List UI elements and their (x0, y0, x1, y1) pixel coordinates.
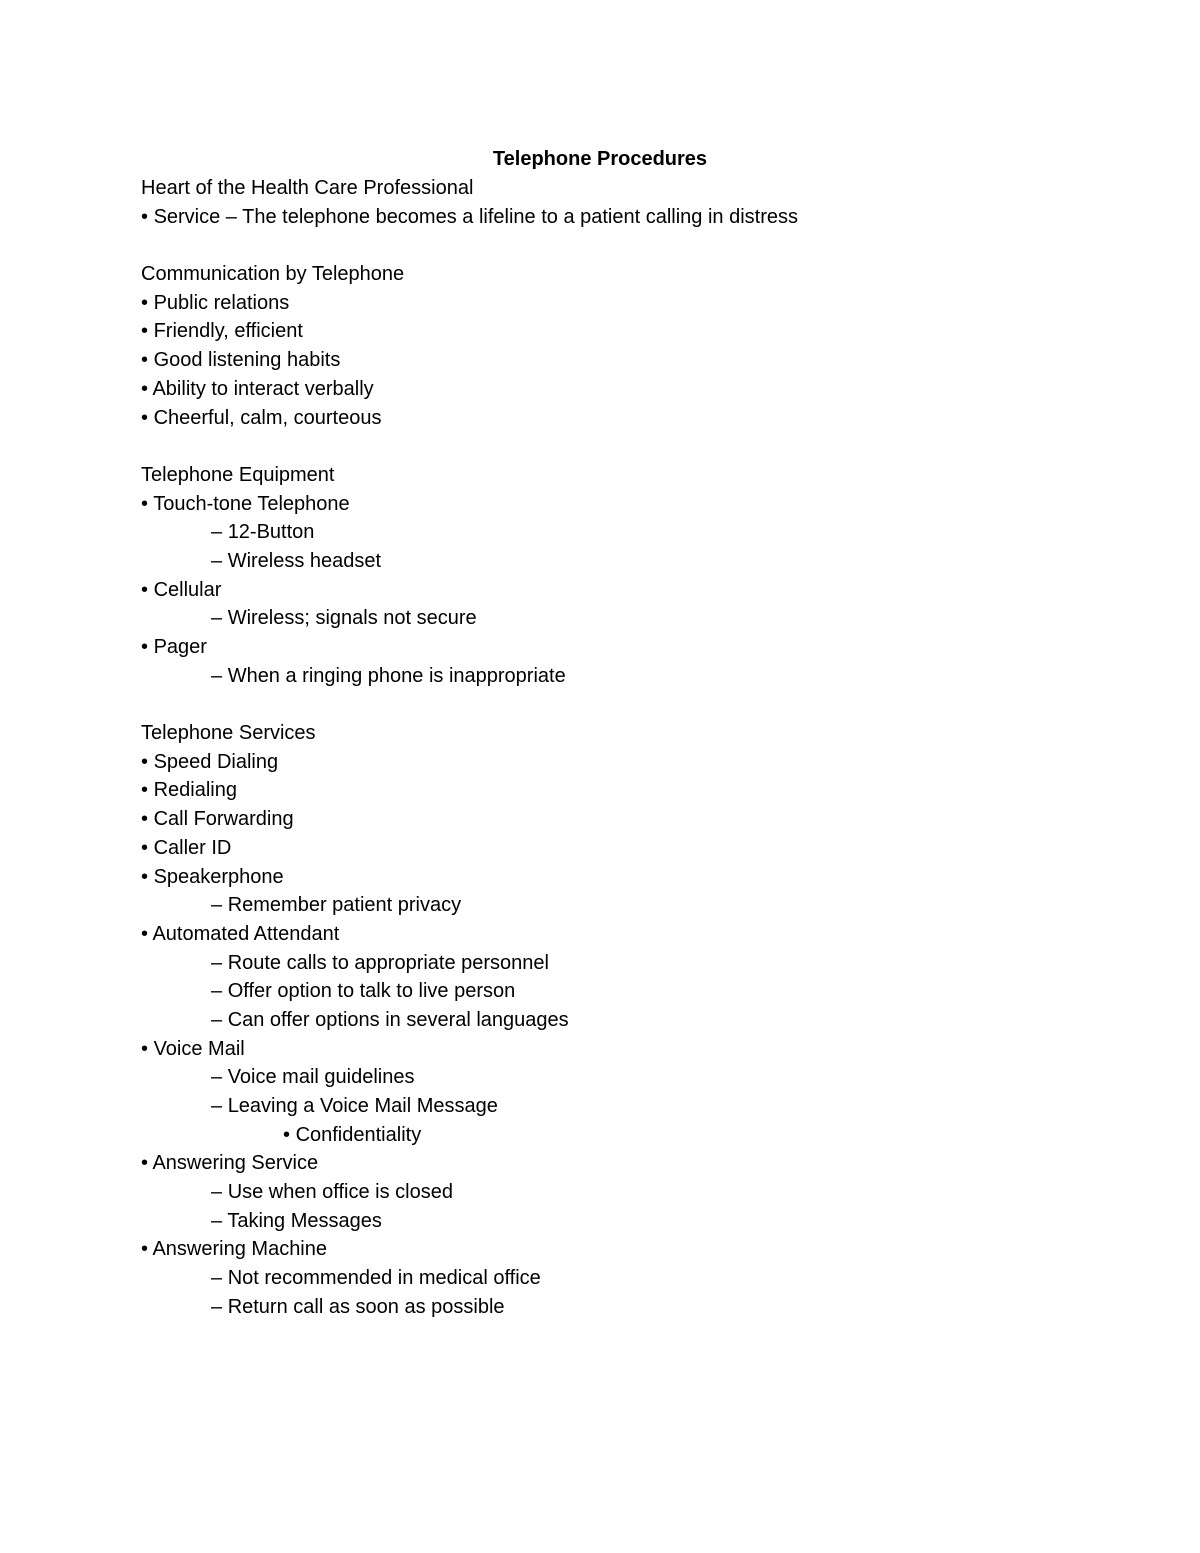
section-heading: Telephone Equipment (141, 463, 335, 486)
sub-list-item (141, 662, 1101, 691)
list-item (141, 633, 1101, 662)
bullet-marker: • (141, 808, 154, 831)
list-item (141, 1149, 1101, 1178)
bullet-marker: • (141, 750, 154, 773)
section-heading: Heart of the Health Care Professional (141, 177, 474, 199)
dash-marker: – (211, 894, 228, 917)
dash-marker: – (211, 607, 228, 630)
list-item-text: Remember patient privacy (227, 894, 462, 917)
bullet-marker: • (141, 205, 154, 228)
sub-list-item (141, 891, 1101, 920)
dash-marker: – (211, 1095, 228, 1117)
list-item-text: Touch-tone Telephone (153, 492, 350, 515)
list-item (141, 203, 1101, 232)
list-item (141, 1035, 1101, 1064)
dash-marker: – (211, 1066, 228, 1089)
list-item-text: Answering Service (152, 1152, 319, 1175)
section-heading: Telephone Services (141, 722, 316, 745)
bullet-marker: • (141, 492, 154, 515)
page-title: Telephone Procedures (492, 148, 708, 170)
list-item-text: Wireless headset (227, 549, 382, 572)
bullet-marker: • (141, 865, 154, 888)
dash-marker: – (211, 1267, 228, 1290)
bullet-marker: • (141, 1152, 153, 1175)
dash-marker: – (211, 1181, 228, 1204)
list-item-text: Route calls to appropriate personnel (227, 951, 549, 974)
list-item-text: Automated Attendant (152, 922, 340, 945)
list-item (141, 404, 1101, 433)
list-item (141, 748, 1101, 777)
bullet-marker: • (141, 291, 154, 314)
list-item-text: 12-Button (227, 521, 315, 544)
list-item (141, 920, 1101, 949)
list-item-text: Voice mail guidelines (227, 1066, 415, 1089)
list-item (141, 776, 1101, 805)
list-item (141, 1235, 1101, 1264)
bullet-marker: • (141, 349, 154, 372)
list-item-text: Use when office is closed (227, 1181, 453, 1204)
list-item (141, 289, 1101, 318)
list-item (141, 863, 1101, 892)
dash-marker: – (211, 549, 228, 572)
document-body (141, 174, 1101, 1322)
list-item-text: Friendly, efficient (153, 320, 303, 343)
bullet-marker: • (141, 320, 154, 343)
list-item-text: Taking Messages (227, 1209, 382, 1232)
bullet-marker: • (141, 922, 153, 945)
dash-marker: – (211, 1209, 228, 1232)
bullet-marker: • (141, 406, 154, 429)
list-item-text: Public relations (153, 291, 290, 314)
bullet-marker: • (283, 1123, 296, 1146)
list-item-text: Voice Mail (153, 1037, 245, 1060)
dash-marker: – (211, 980, 228, 1003)
dash-marker: – (211, 1008, 228, 1031)
list-item (141, 375, 1101, 404)
list-item-text: Not recommended in medical office (227, 1267, 541, 1290)
bullet-marker: • (141, 377, 153, 400)
sub-list-item (141, 1063, 1101, 1092)
section-spacer (141, 690, 1101, 719)
list-item-text: Offer option to talk to live person (227, 980, 516, 1003)
list-item (141, 346, 1101, 375)
sub-list-item (141, 604, 1101, 633)
sub-list-item (141, 547, 1101, 576)
list-item-text: Return call as soon as possible (227, 1295, 505, 1318)
list-item-text: Speed Dialing (153, 750, 279, 773)
list-item-text: When a ringing phone is inappropriate (227, 664, 566, 687)
section-spacer (141, 231, 1101, 260)
section-heading: Communication by Telephone (141, 263, 405, 286)
list-item-text: Ability to interact verbally (152, 377, 374, 400)
sub-list-item (141, 977, 1101, 1006)
list-item-text: Answering Machine (152, 1238, 327, 1261)
list-item-text: Cellular (153, 578, 222, 601)
section-telephone-services (141, 719, 1101, 1321)
section-spacer (141, 432, 1101, 461)
list-item-text: Good listening habits (153, 349, 341, 372)
list-item-text: Can offer options in several languages (227, 1008, 569, 1031)
sub-list-item (141, 1293, 1101, 1322)
list-item-text: Caller ID (153, 836, 232, 859)
sub-sub-list-item (141, 1121, 1101, 1150)
bullet-marker: • (141, 836, 154, 859)
list-item-text: Service – The telephone becomes a lifeline to a patient calling in distress (153, 205, 799, 228)
sub-list-item (141, 1092, 1101, 1121)
list-item-text: Wireless; signals not secure (227, 607, 477, 630)
dash-marker: – (211, 951, 228, 974)
list-item (141, 490, 1101, 519)
sub-list-item (141, 949, 1101, 978)
section-telephone-equipment (141, 461, 1101, 691)
list-item-text: Speakerphone (153, 865, 284, 888)
dash-marker: – (211, 521, 228, 544)
list-item-text: Leaving a Voice Mail Message (227, 1095, 498, 1117)
list-item-text: Pager (153, 636, 207, 658)
section-communication-by-telephone (141, 260, 1101, 432)
dash-marker: – (211, 1295, 228, 1318)
bullet-marker: • (141, 1037, 154, 1060)
bullet-marker: • (141, 1238, 153, 1261)
list-item-text: Redialing (153, 779, 237, 802)
section-heart-of-professional (141, 174, 1101, 231)
bullet-marker: • (141, 779, 154, 802)
sub-list-item (141, 1207, 1101, 1236)
sub-list-item (141, 518, 1101, 547)
list-item (141, 805, 1101, 834)
bullet-marker: • (141, 636, 154, 658)
list-item (141, 317, 1101, 346)
dash-marker: – (211, 664, 228, 687)
sub-list-item (141, 1178, 1101, 1207)
bullet-marker: • (141, 578, 154, 601)
list-item (141, 576, 1101, 605)
list-item-text: Confidentiality (295, 1123, 422, 1146)
sub-list-item (141, 1006, 1101, 1035)
list-item-text: Call Forwarding (153, 808, 294, 831)
list-item-text: Cheerful, calm, courteous (153, 406, 382, 429)
sub-list-item (141, 1264, 1101, 1293)
list-item (141, 834, 1101, 863)
